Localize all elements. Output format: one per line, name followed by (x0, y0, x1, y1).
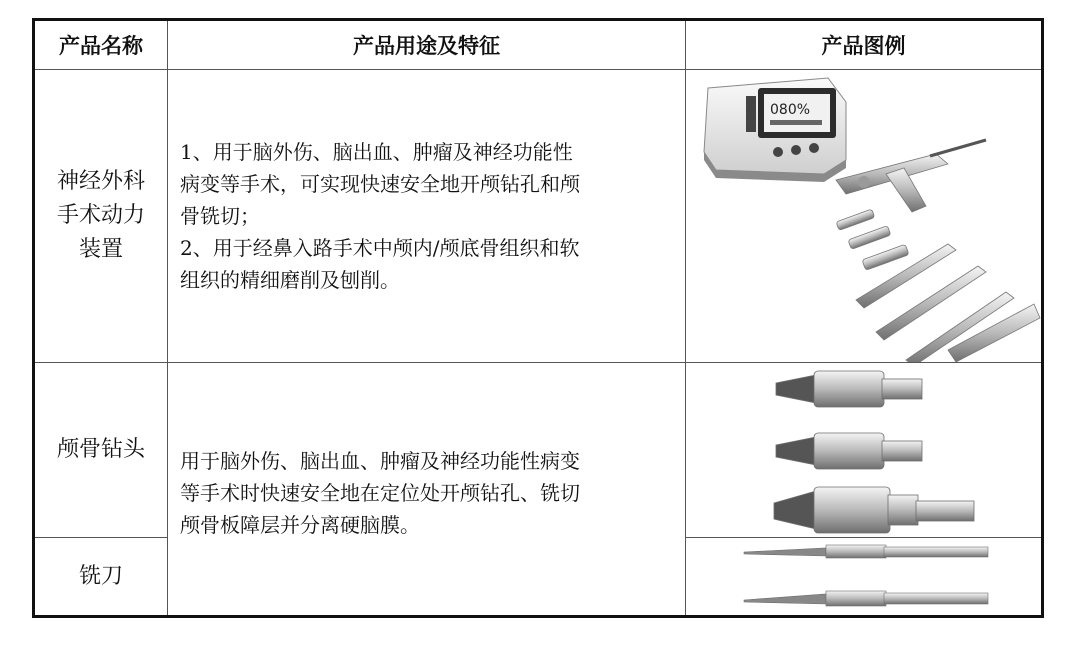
drill-bit (774, 487, 974, 533)
row3-product-name: 铣刀 (78, 563, 123, 589)
usage-line: 等手术时快速安全地在定位处开颅钻孔、铣切 (180, 481, 580, 505)
milling-cutter-image (686, 538, 1041, 615)
row1-product-usage (168, 70, 685, 362)
milling-cutter (744, 591, 988, 606)
usage-line: 骨铣切； (180, 204, 260, 228)
header-product-image: 产品图例 (821, 34, 906, 58)
usage-line: 1、用于脑外伤、脑出血、肿瘤及神经功能性 (180, 140, 573, 164)
row2-product-name: 颅骨钻头 (56, 437, 145, 462)
usage-line: 病变等手术，可实现快速安全地开颅钻孔和颅 (180, 172, 580, 196)
drill-handpiece (836, 140, 986, 212)
surgical-power-device-image (686, 70, 1041, 362)
drill-bit (776, 371, 922, 407)
console-unit (704, 78, 846, 182)
drill-bit (776, 433, 922, 469)
header-product-usage: 产品用途及特征 (353, 34, 500, 58)
usage-line: 用于脑外伤、脑出血、肿瘤及神经功能性病变 (180, 449, 580, 473)
usage-line: 2、用于经鼻入路手术中颅内/颅底骨组织和软 (180, 236, 580, 260)
usage-line: 颅骨板障层并分离硬脑膜。 (180, 513, 420, 537)
product-table (32, 18, 1044, 618)
shared-product-usage (168, 363, 685, 615)
console-screen-readout: 080% (770, 102, 811, 118)
header-product-name: 产品名称 (59, 34, 143, 58)
cranial-drill-bit-image (686, 363, 1041, 537)
usage-line: 组织的精细磨削及刨削。 (180, 268, 400, 292)
drill-attachments (836, 209, 1040, 362)
row1-product-name: 神经外科 手术动力 装置 (56, 169, 145, 262)
milling-cutter (744, 545, 988, 558)
